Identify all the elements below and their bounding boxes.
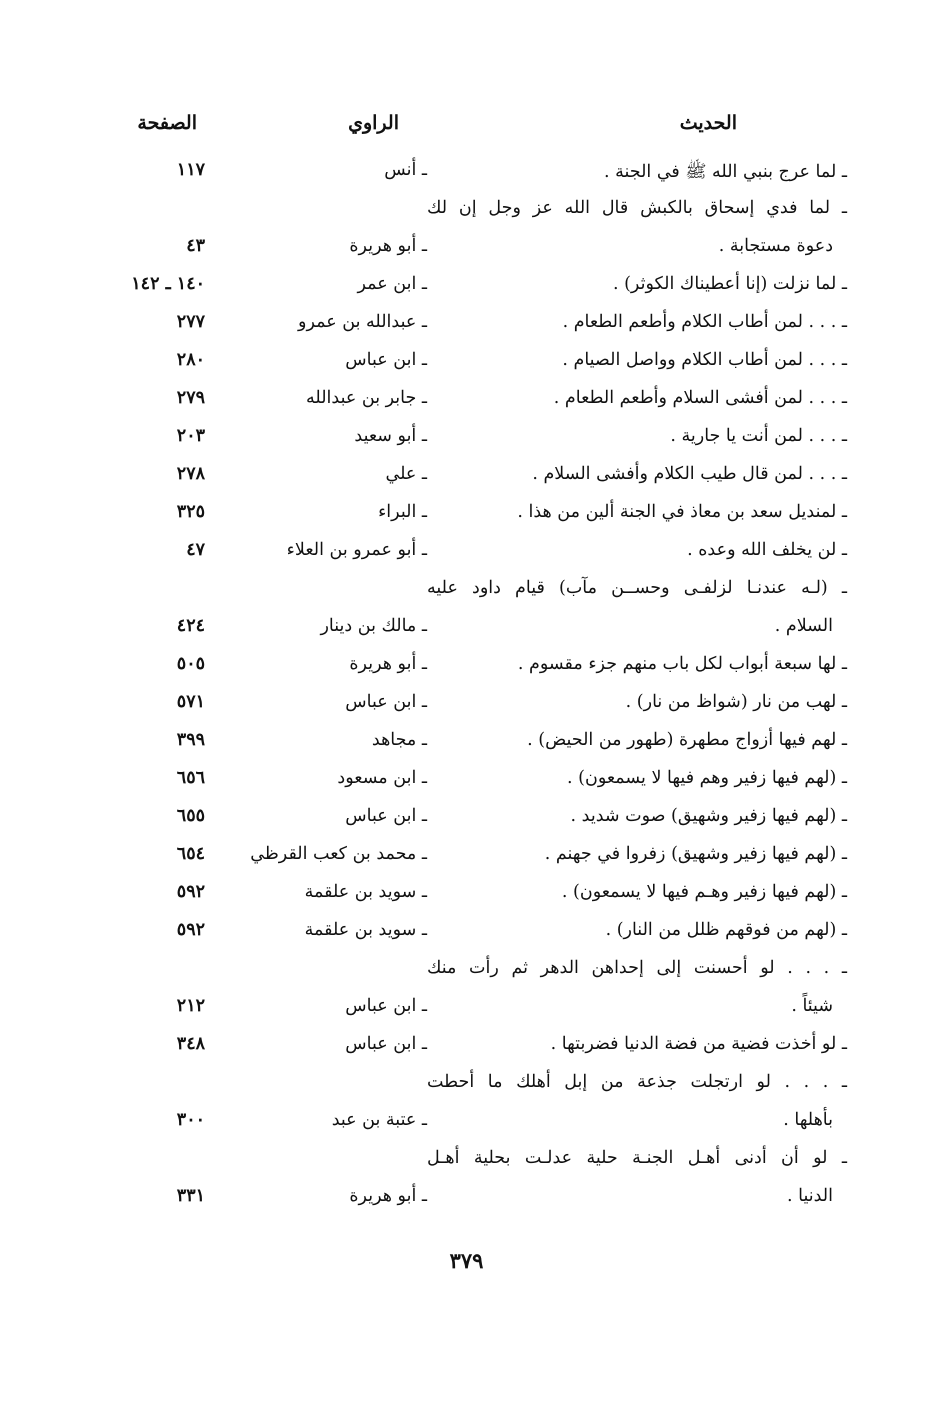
table-row bbox=[0, 308, 933, 346]
rawi-name: ـ محمد بن كعب القرظي bbox=[250, 844, 427, 864]
rawi-name: ـ سويد بن علقمة bbox=[304, 920, 427, 940]
row-line bbox=[0, 308, 933, 346]
page-ref: ٤٧ bbox=[186, 540, 205, 560]
row-line bbox=[0, 1106, 933, 1144]
hadith-text: ـ لن يخلف الله وعده . bbox=[687, 540, 847, 560]
hadith-text: ـ لهب من نار (شواظ من نار) . bbox=[625, 692, 847, 712]
rawi-name: ـ علي bbox=[385, 464, 427, 484]
row-line bbox=[0, 270, 933, 308]
page-ref: ٤٣ bbox=[186, 236, 205, 256]
row-line bbox=[0, 612, 933, 650]
hadith-text: شيئاً . bbox=[791, 996, 833, 1016]
row-line bbox=[0, 802, 933, 840]
table-row bbox=[0, 270, 933, 308]
hadith-text: ـ لها سبعة أبواب لكل باب منهم جزء مقسوم . bbox=[517, 654, 847, 674]
hadith-text: ـ (لهم فيها زفير وهم فيها لا يسمعون) . bbox=[567, 768, 847, 788]
page-ref: ٢٠٣ bbox=[176, 426, 205, 446]
hadith-text: ـ . . . لو أحسنت إلى إحداهن الدهر ثم رأت منك bbox=[427, 958, 847, 978]
row-line bbox=[0, 422, 933, 460]
hadith-text: ـ لو أن أدنى أهـل الجنـة حلية عدلـت بحلية أهـل bbox=[427, 1148, 847, 1168]
row-line bbox=[0, 1182, 933, 1220]
row-line bbox=[0, 346, 933, 384]
rawi-name: ـ ابن مسعود bbox=[337, 768, 427, 788]
hadith-text: ـ . . . لمن أفشى السلام وأطعم الطعام . bbox=[553, 388, 847, 408]
hadith-text: ـ . . . لمن أطاب الكلام وأطعم الطعام . bbox=[562, 312, 847, 332]
column-header-rawi: الراوي bbox=[348, 112, 399, 134]
hadith-text: ـ لو أخذت فضية من فضة الدنيا فضربتها . bbox=[550, 1034, 847, 1054]
row-line bbox=[0, 688, 933, 726]
table-row bbox=[0, 346, 933, 384]
table-row bbox=[0, 1030, 933, 1068]
page-ref: ٣٤٨ bbox=[176, 1034, 205, 1054]
rawi-name: ـ ابن عباس bbox=[345, 996, 427, 1016]
hadith-text: ـ لما نزلت (إنا أعطيناك الكوثر) . bbox=[612, 274, 847, 294]
rawi-name: ـ مجاهد bbox=[371, 730, 427, 750]
table-row bbox=[0, 1068, 933, 1144]
page-ref: ٢٧٧ bbox=[176, 312, 205, 332]
page-ref: ٢٧٨ bbox=[176, 464, 205, 484]
table-row bbox=[0, 688, 933, 726]
page-ref: ٢٧٩ bbox=[176, 388, 205, 408]
hadith-text: ـ (لهم فيها زفير وهـم فيها لا يسمعون) . bbox=[561, 882, 847, 902]
page-ref: ٤٢٤ bbox=[176, 616, 205, 636]
row-line bbox=[0, 650, 933, 688]
table-row bbox=[0, 802, 933, 840]
row-line bbox=[0, 764, 933, 802]
hadith-text: ـ . . . لمن قال طيب الكلام وأفشى السلام . bbox=[532, 464, 847, 484]
index-table bbox=[0, 156, 933, 1220]
rawi-name: ـ أبو هريرة bbox=[349, 236, 427, 256]
hadith-text: دعوة مستجابة . bbox=[718, 236, 833, 256]
rawi-name: ـ ابن عمر bbox=[357, 274, 427, 294]
page-ref: ٣٠٠ bbox=[176, 1110, 205, 1130]
hadith-text: السلام . bbox=[774, 616, 833, 636]
page-number: ٣٧٩ bbox=[449, 1248, 484, 1273]
hadith-text: ـ لمنديل سعد بن معاذ في الجنة ألين من هذا . bbox=[517, 502, 847, 522]
hadith-text: ـ لما عرج بنبي الله ﷺ في الجنة . bbox=[603, 162, 847, 182]
column-header-page: الصفحة bbox=[137, 112, 197, 134]
table-row bbox=[0, 422, 933, 460]
rawi-name: ـ مالك بن دينار bbox=[320, 616, 427, 636]
page-ref: ٦٥٤ bbox=[176, 844, 205, 864]
rawi-name: ـ أبو سعيد bbox=[354, 426, 427, 446]
hadith-text: بأهلها . bbox=[783, 1110, 833, 1130]
hadith-text: ـ (لـه عندنـا لزلفـى وحســن مآب) قيام داود عليه bbox=[427, 578, 847, 598]
page-ref: ٣٣١ bbox=[176, 1186, 205, 1206]
table-row bbox=[0, 764, 933, 802]
rawi-name: ـ ابن عباس bbox=[345, 806, 427, 826]
hadith-text: ـ . . . لو ارتجلت جذعة من إبل أهلك ما أحطت bbox=[427, 1072, 847, 1092]
column-header-hadith: الحديث bbox=[679, 112, 737, 134]
page-ref: ٣٩٩ bbox=[176, 730, 205, 750]
rawi-name: ـ ابن عباس bbox=[345, 1034, 427, 1054]
row-line bbox=[0, 156, 933, 194]
rawi-name: ـ سويد بن علقمة bbox=[304, 882, 427, 902]
hadith-text: ـ لما فدي إسحاق بالكبش قال الله عز وجل إن لك bbox=[427, 198, 847, 218]
rawi-name: ـ ابن عباس bbox=[345, 350, 427, 370]
row-line bbox=[0, 878, 933, 916]
hadith-text: ـ (لهم فيها زفير وشهيق) زفروا في جهنم . bbox=[544, 844, 847, 864]
rawi-name: ـ أبو هريرة bbox=[349, 654, 427, 674]
table-row bbox=[0, 1144, 933, 1220]
table-row bbox=[0, 460, 933, 498]
rawi-name: ـ عتبة بن عبد bbox=[331, 1110, 427, 1130]
rawi-name: ـ عبدالله بن عمرو bbox=[298, 312, 427, 332]
hadith-text: ـ . . . لمن أطاب الكلام وواصل الصيام . bbox=[562, 350, 847, 370]
table-row bbox=[0, 156, 933, 194]
page-ref: ٦٥٥ bbox=[176, 806, 205, 826]
page-ref: ٣٢٥ bbox=[176, 502, 205, 522]
rawi-name: ـ أنس bbox=[384, 160, 427, 180]
table-row bbox=[0, 498, 933, 536]
row-line bbox=[0, 1144, 933, 1182]
table-row bbox=[0, 574, 933, 650]
table-row bbox=[0, 954, 933, 1030]
table-row bbox=[0, 384, 933, 422]
table-row bbox=[0, 726, 933, 764]
row-line bbox=[0, 536, 933, 574]
page-ref: ٥٩٢ bbox=[176, 920, 205, 940]
rawi-name: ـ ابن عباس bbox=[345, 692, 427, 712]
table-row bbox=[0, 536, 933, 574]
row-line bbox=[0, 574, 933, 612]
page-ref: ٢١٢ bbox=[176, 996, 205, 1016]
rawi-name: ـ جابر بن عبدالله bbox=[306, 388, 427, 408]
table-row bbox=[0, 916, 933, 954]
row-line bbox=[0, 840, 933, 878]
page-ref: ١١٧ bbox=[176, 160, 205, 180]
table-row bbox=[0, 194, 933, 270]
rawi-name: ـ أبو هريرة bbox=[349, 1186, 427, 1206]
row-line bbox=[0, 384, 933, 422]
hadith-text: ـ . . . لمن أنت يا جارية . bbox=[670, 426, 847, 446]
row-line bbox=[0, 916, 933, 954]
row-line bbox=[0, 954, 933, 992]
row-line bbox=[0, 232, 933, 270]
table-row bbox=[0, 840, 933, 878]
hadith-text: ـ (لهم من فوقهم ظلل من النار) . bbox=[605, 920, 847, 940]
rawi-name: ـ البراء bbox=[378, 502, 427, 522]
page-ref: ٥٩٢ bbox=[176, 882, 205, 902]
page-ref: ٦٥٦ bbox=[176, 768, 205, 788]
hadith-text: ـ لهم فيها أزواج مطهرة (طهور من الحيض) . bbox=[527, 730, 847, 750]
hadith-text: الدنيا . bbox=[787, 1186, 833, 1206]
page-ref: ٢٨٠ bbox=[176, 350, 205, 370]
rawi-name: ـ أبو عمرو بن العلاء bbox=[286, 540, 427, 560]
page-ref: ٥٠٥ bbox=[176, 654, 205, 674]
page-ref: ١٤٠ ـ ١٤٢ bbox=[131, 274, 205, 294]
hadith-text: ـ (لهم فيها زفير وشهيق) صوت شديد . bbox=[570, 806, 847, 826]
row-line bbox=[0, 1068, 933, 1106]
row-line bbox=[0, 726, 933, 764]
row-line bbox=[0, 460, 933, 498]
page-ref: ٥٧١ bbox=[176, 692, 205, 712]
row-line bbox=[0, 498, 933, 536]
row-line bbox=[0, 194, 933, 232]
table-row bbox=[0, 650, 933, 688]
row-line bbox=[0, 992, 933, 1030]
row-line bbox=[0, 1030, 933, 1068]
table-row bbox=[0, 878, 933, 916]
